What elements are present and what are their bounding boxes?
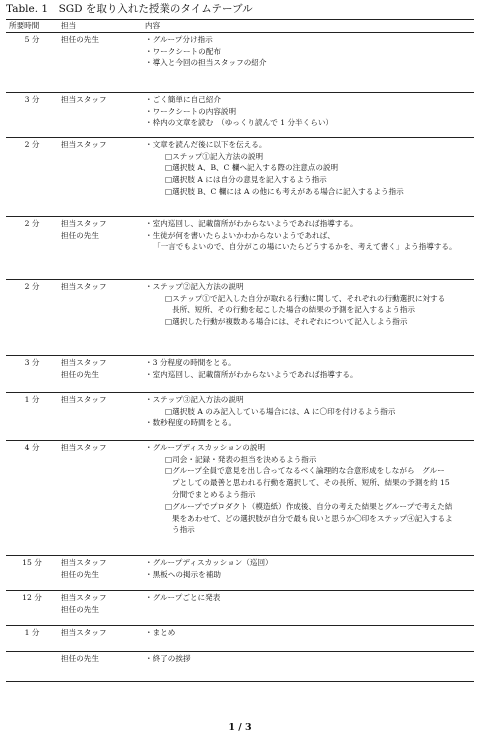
- content-line: ・3 分程度の時間をとる。: [145, 357, 236, 367]
- content-cell: [142, 555, 474, 590]
- staff-name: 担任の先生: [61, 230, 99, 240]
- duration-cell: 2 分: [6, 279, 58, 355]
- header-duration: 所要時間: [6, 20, 58, 33]
- table-row: [6, 651, 474, 681]
- duration-cell: 2 分: [6, 216, 58, 279]
- content-cell: [142, 92, 474, 137]
- content-line: ・黒板への掲示を補助: [145, 569, 221, 579]
- staff-name: 担当スタッフ: [61, 94, 107, 104]
- staff-cell: [58, 355, 142, 392]
- content-cell: [142, 625, 474, 651]
- content-cell: [142, 392, 474, 440]
- staff-cell: [58, 137, 142, 216]
- duration-cell: 5 分: [6, 32, 58, 92]
- content-line: ・グループごとに発表: [145, 592, 221, 602]
- table-row: [6, 92, 474, 137]
- duration-cell: 1 分: [6, 625, 58, 651]
- content-line: ・ごく簡単に自己紹介: [145, 94, 221, 104]
- content-line: 「一言でもよいので、自分がこの場にいたらどうするかを、考えて書く」よう指導する。: [153, 242, 457, 252]
- content-subitem: □司会・記録・発表の担当を決めるよう指示: [165, 454, 317, 464]
- staff-cell: [58, 92, 142, 137]
- staff-cell: [58, 216, 142, 279]
- table-row: [6, 555, 474, 590]
- table-row: [6, 32, 474, 92]
- content-line: ・室内巡回し、記載箇所がわからないようであれば指導する。: [145, 369, 358, 379]
- content-line: ・ワークシートの内容説明: [145, 106, 237, 116]
- duration-cell: 3 分: [6, 92, 58, 137]
- content-line: ・ステップ③記入方法の説明: [145, 394, 244, 404]
- content-line: ・ワークシートの配布: [145, 46, 221, 56]
- content-subitem: □選択した行動が複数ある場合には、それぞれについて記入しよう指示: [165, 317, 408, 327]
- page-number: 1 / 3: [228, 722, 252, 733]
- table-row: [6, 590, 474, 625]
- staff-name: 担任の先生: [61, 369, 99, 379]
- content-cell: [142, 137, 474, 216]
- duration-cell: 3 分: [6, 355, 58, 392]
- staff-name: 担当スタッフ: [61, 627, 107, 637]
- duration-cell: 1 分: [6, 392, 58, 440]
- content-subitem: □選択肢 B、C 欄には A の他にも考えがある場合に記入するよう指示: [165, 186, 404, 196]
- content-subitem: □グループ全員で意見を出し合ってなるべく論理的な合意形成をしながら グルー: [165, 466, 445, 476]
- content-line: ・グループディスカッションの説明: [145, 442, 266, 452]
- content-subitem: 長所、短所、その行動を起こした場合の結果の予測を記入するよう指示: [172, 305, 415, 315]
- content-subitem: □グループでプロダクト（模造紙）作成後、自分の考えた結果とグループで考えた結: [165, 501, 453, 511]
- content-line: ・グループディスカッション（巡回）: [145, 557, 273, 567]
- table-row: [6, 440, 474, 555]
- content-line: ・ステップ②記入方法の説明: [145, 281, 244, 291]
- staff-name: 担当スタッフ: [61, 394, 107, 404]
- staff-name: 担任の先生: [61, 604, 99, 614]
- content-cell: [142, 440, 474, 555]
- content-subitem: □ステップ①で記入した自分が取れる行動に関して、それぞれの行動選択に対する: [165, 293, 446, 303]
- table-row: [6, 355, 474, 392]
- content-subitem: □選択肢 A には自分の意見を記入するよう指示: [165, 175, 327, 185]
- content-subitem: □選択肢 A、B、C 欄へ記入する際の注意点の説明: [165, 163, 339, 173]
- staff-cell: [58, 590, 142, 625]
- staff-name: 担当スタッフ: [61, 218, 107, 228]
- content-cell: [142, 32, 474, 92]
- staff-name: 担当スタッフ: [61, 139, 107, 149]
- content-subitem: う指示: [172, 525, 195, 535]
- duration-cell: 4 分: [6, 440, 58, 555]
- content-cell: [142, 355, 474, 392]
- header-staff: 担当: [58, 20, 142, 33]
- staff-cell: [58, 625, 142, 651]
- staff-name: 担当スタッフ: [61, 281, 107, 291]
- header-row: [6, 20, 474, 33]
- staff-name: 担当スタッフ: [61, 592, 107, 602]
- content-line: ・室内巡回し、記載箇所がわからないようであれば指導する。: [145, 218, 358, 228]
- table-row: [6, 137, 474, 216]
- content-cell: [142, 216, 474, 279]
- timetable: [6, 19, 474, 682]
- table-row: [6, 216, 474, 279]
- staff-cell: [58, 392, 142, 440]
- content-subitem: □ステップ①記入方法の説明: [165, 151, 264, 161]
- content-subitem: 果をあわせて、どの選択肢が自分で最も良いと思うか〇印をステップ④記入するよ: [172, 513, 453, 523]
- duration-cell: 2 分: [6, 137, 58, 216]
- content-line: ・枠内の文章を読む （ゆっくり読んで 1 分半くらい）: [145, 118, 334, 128]
- content-cell: [142, 651, 474, 681]
- staff-name: 担任の先生: [61, 569, 99, 579]
- content-cell: [142, 279, 474, 355]
- staff-cell: [58, 555, 142, 590]
- staff-name: 担当スタッフ: [61, 557, 107, 567]
- content-line: ・数秒程度の時間をとる。: [145, 418, 237, 428]
- content-line: ・文章を読んだ後に以下を伝える。: [145, 139, 267, 149]
- table-row: [6, 392, 474, 440]
- content-line: ・まとめ: [145, 627, 176, 637]
- content-line: ・グループ分け指示: [145, 34, 213, 44]
- duration-cell: 12 分: [6, 590, 58, 625]
- content-subitem: □選択肢 A のみ記入している場合には、A に〇印を付けるよう指示: [165, 406, 396, 416]
- content-subitem: プとしての最善と思われる行動を選択して、その長所、短所、結果の予測を約 15: [172, 478, 450, 488]
- content-line: ・生徒が何を書いたらよいかわからないようであれば、: [145, 230, 335, 240]
- staff-name: 担任の先生: [61, 653, 99, 663]
- content-cell: [142, 590, 474, 625]
- table-row: [6, 625, 474, 651]
- staff-cell: [58, 32, 142, 92]
- staff-cell: [58, 279, 142, 355]
- content-line: ・導入と今回の担当スタッフの紹介: [145, 58, 267, 68]
- table-caption: Table. 1 SGD を取り入れた授業のタイムテーブル: [6, 3, 253, 15]
- content-line: ・終了の挨拶: [145, 653, 191, 663]
- content-subitem: 分間でまとめるよう指示: [172, 489, 256, 499]
- duration-cell: [6, 651, 58, 681]
- staff-cell: [58, 440, 142, 555]
- staff-name: 担当スタッフ: [61, 442, 107, 452]
- staff-name: 担当スタッフ: [61, 357, 107, 367]
- duration-cell: 15 分: [6, 555, 58, 590]
- header-content: 内容: [142, 20, 474, 33]
- staff-name: 担任の先生: [61, 34, 99, 44]
- table-row: [6, 279, 474, 355]
- staff-cell: [58, 651, 142, 681]
